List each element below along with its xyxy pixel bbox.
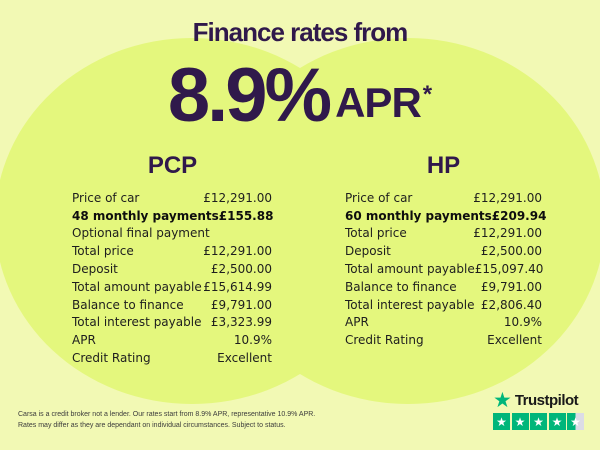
finance-row-value: £12,291.00 xyxy=(203,244,272,259)
finance-row-value: £2,500.00 xyxy=(480,244,542,259)
trustpilot-star-box: ★ xyxy=(493,413,510,430)
finance-row-value: £12,291.00 xyxy=(473,190,542,205)
finance-row xyxy=(345,331,542,349)
finance-row xyxy=(72,296,272,314)
rate-value: 8.9% xyxy=(167,53,330,138)
finance-row-label: Credit Rating xyxy=(72,351,151,366)
finance-row-label: Deposit xyxy=(345,244,391,259)
rate-apr-label: APR xyxy=(335,79,421,126)
finance-row xyxy=(345,207,547,225)
finance-row-value: 10.9% xyxy=(503,315,542,330)
finance-row-label: Price of car xyxy=(72,190,140,205)
trustpilot-widget xyxy=(493,389,588,430)
finance-row xyxy=(345,314,542,332)
rate-asterisk: * xyxy=(422,81,433,108)
finance-row-label: Total price xyxy=(345,226,407,241)
finance-row-label: 48 monthly payments xyxy=(72,208,219,223)
finance-row xyxy=(345,225,542,243)
finance-row-label: Total amount payable xyxy=(345,262,475,277)
finance-row xyxy=(72,260,272,278)
finance-row-label: Balance to finance xyxy=(72,297,184,312)
hp-column-header: HP xyxy=(426,152,461,179)
finance-row xyxy=(72,331,272,349)
finance-row-value: £15,097.40 xyxy=(474,262,544,277)
finance-row xyxy=(72,207,272,225)
headline-rate xyxy=(0,53,600,138)
trustpilot-star-icon: ★ xyxy=(493,387,512,412)
finance-row-value: £2,806.40 xyxy=(480,297,542,312)
finance-row-value: Excellent xyxy=(487,333,542,348)
finance-row-value: £12,291.00 xyxy=(203,190,272,205)
finance-row xyxy=(345,260,542,278)
finance-row xyxy=(345,189,542,207)
finance-row-value: £9,791.00 xyxy=(480,279,542,294)
trustpilot-wordmark: Trustpilot xyxy=(514,391,579,409)
finance-row-label: Total price xyxy=(72,244,134,259)
finance-row-label: Deposit xyxy=(72,262,118,277)
finance-row-label: Credit Rating xyxy=(345,333,424,348)
trustpilot-star-box: ★ xyxy=(567,413,584,430)
hp-finance-table xyxy=(345,189,547,349)
disclaimer-line-2: Rates may differ as they are dependant on individual circumstances. Subject to status. xyxy=(18,422,286,429)
finance-row-label: Balance to finance xyxy=(345,279,457,294)
finance-row-value: £12,291.00 xyxy=(473,226,542,241)
trustpilot-star-box: ★ xyxy=(549,413,566,430)
finance-row xyxy=(72,189,272,207)
trustpilot-star-box: ★ xyxy=(530,413,547,430)
finance-row xyxy=(72,225,272,243)
trustpilot-logo xyxy=(493,389,588,411)
finance-row xyxy=(72,314,272,332)
trustpilot-rating-stars xyxy=(493,413,588,430)
finance-row-label: 60 monthly payments xyxy=(345,208,492,223)
finance-row-value: £3,323.99 xyxy=(210,315,272,330)
finance-row-label: APR xyxy=(345,315,369,330)
finance-row xyxy=(345,242,542,260)
finance-row-label: APR xyxy=(72,333,96,348)
banner-title: Finance rates from xyxy=(192,17,408,47)
finance-row xyxy=(72,278,272,296)
finance-row-value: Excellent xyxy=(217,351,272,366)
finance-row-label: Total amount payable xyxy=(72,279,202,294)
finance-row xyxy=(345,278,542,296)
finance-row-value: 10.9% xyxy=(233,333,272,348)
disclaimer-line-1: Carsa is a credit broker not a lender. Our rates start from 8.9% APR, representative 10.9% APR. xyxy=(18,411,316,418)
finance-row-label: Total interest payable xyxy=(345,297,475,312)
finance-row xyxy=(72,349,272,367)
finance-row xyxy=(345,296,542,314)
trustpilot-star-box: ★ xyxy=(512,413,529,430)
legal-disclaimer xyxy=(18,409,315,431)
finance-row-label: Total interest payable xyxy=(72,315,202,330)
finance-row-label: Price of car xyxy=(345,190,413,205)
finance-row-value: £15,614.99 xyxy=(203,279,272,294)
finance-row-value: £9,791.00 xyxy=(210,297,272,312)
finance-row xyxy=(72,242,272,260)
finance-row-value: £2,500.00 xyxy=(210,262,272,277)
finance-row-value: £209.94 xyxy=(491,208,547,223)
pcp-column-header: PCP xyxy=(147,152,198,179)
pcp-finance-table xyxy=(72,189,272,367)
finance-row-label: Optional final payment xyxy=(72,226,210,241)
finance-row-value: £155.88 xyxy=(218,208,274,223)
